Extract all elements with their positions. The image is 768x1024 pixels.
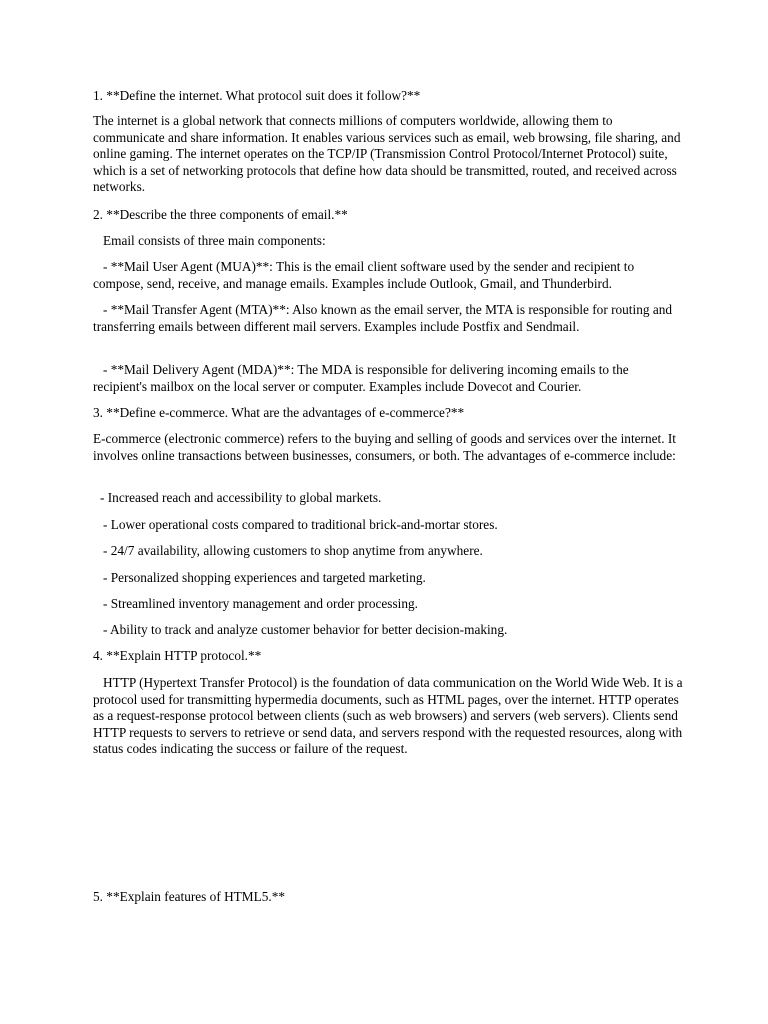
list-item: - 24/7 availability, allowing customers to shop anytime from anywhere. (103, 543, 483, 558)
list-item: - Streamlined inventory management and order processing. (103, 596, 418, 611)
list-item: - Increased reach and accessibility to global markets. (100, 490, 382, 505)
q2-intro: Email consists of three main components: (103, 233, 326, 248)
q1-answer: The internet is a global network that connects millions of computers worldwide, allowing them to communicate and share information. It enables various services such as email, web browsing, file sharing, and online gaming. The internet operates on the TCP/IP (Transmission Control Protocol/Internet Protocol) suite, which is a set of networking protocols that define how data should be transmitted, routed, and received across networks. (93, 113, 681, 195)
q5-heading: 5. **Explain features of HTML5.** (93, 889, 286, 904)
q3-answer: E-commerce (electronic commerce) refers to the buying and selling of goods and services over the internet. It involves online transactions between businesses, consumers, or both. The advantages of e-commerce include: (93, 431, 676, 463)
list-item: - Lower operational costs compared to traditional brick-and-mortar stores. (103, 517, 498, 532)
q2-mta: - **Mail Transfer Agent (MTA)**: Also known as the email server, the MTA is responsible for routing and transferring emails between different mail servers. Examples include Postfix and Sendmail. (93, 302, 673, 334)
q3-heading: 3. **Define e-commerce. What are the advantages of e-commerce?** (93, 405, 465, 420)
q4-heading: 4. **Explain HTTP protocol.** (93, 648, 262, 663)
list-item: - Personalized shopping experiences and targeted marketing. (103, 570, 426, 585)
q1-heading: 1. **Define the internet. What protocol suit does it follow?** (93, 88, 421, 103)
q2-mua: - **Mail User Agent (MUA)**: This is the email client software used by the sender and recipient to compose, send, receive, and manage emails. Examples include Outlook, Gmail, and Thunderbird. (93, 259, 635, 291)
q4-answer: HTTP (Hypertext Transfer Protocol) is the foundation of data communication on the World Wide Web. It is a protocol used for transmitting hypermedia documents, such as HTML pages, over the internet. HTTP operates as a request-response protocol between clients (such as web browsers) and servers (web servers). Clients send HTTP requests to servers to retrieve or send data, and servers respond with the requested resources, along with status codes indicating the success or failure of the request. (93, 675, 683, 757)
q2-mda: - **Mail Delivery Agent (MDA)**: The MDA is responsible for delivering incoming emails to the recipient's mailbox on the local server or computer. Examples include Dovecot and Courier. (93, 362, 629, 394)
list-item: - Ability to track and analyze customer behavior for better decision-making. (103, 622, 508, 637)
q2-heading: 2. **Describe the three components of email.** (93, 207, 348, 222)
